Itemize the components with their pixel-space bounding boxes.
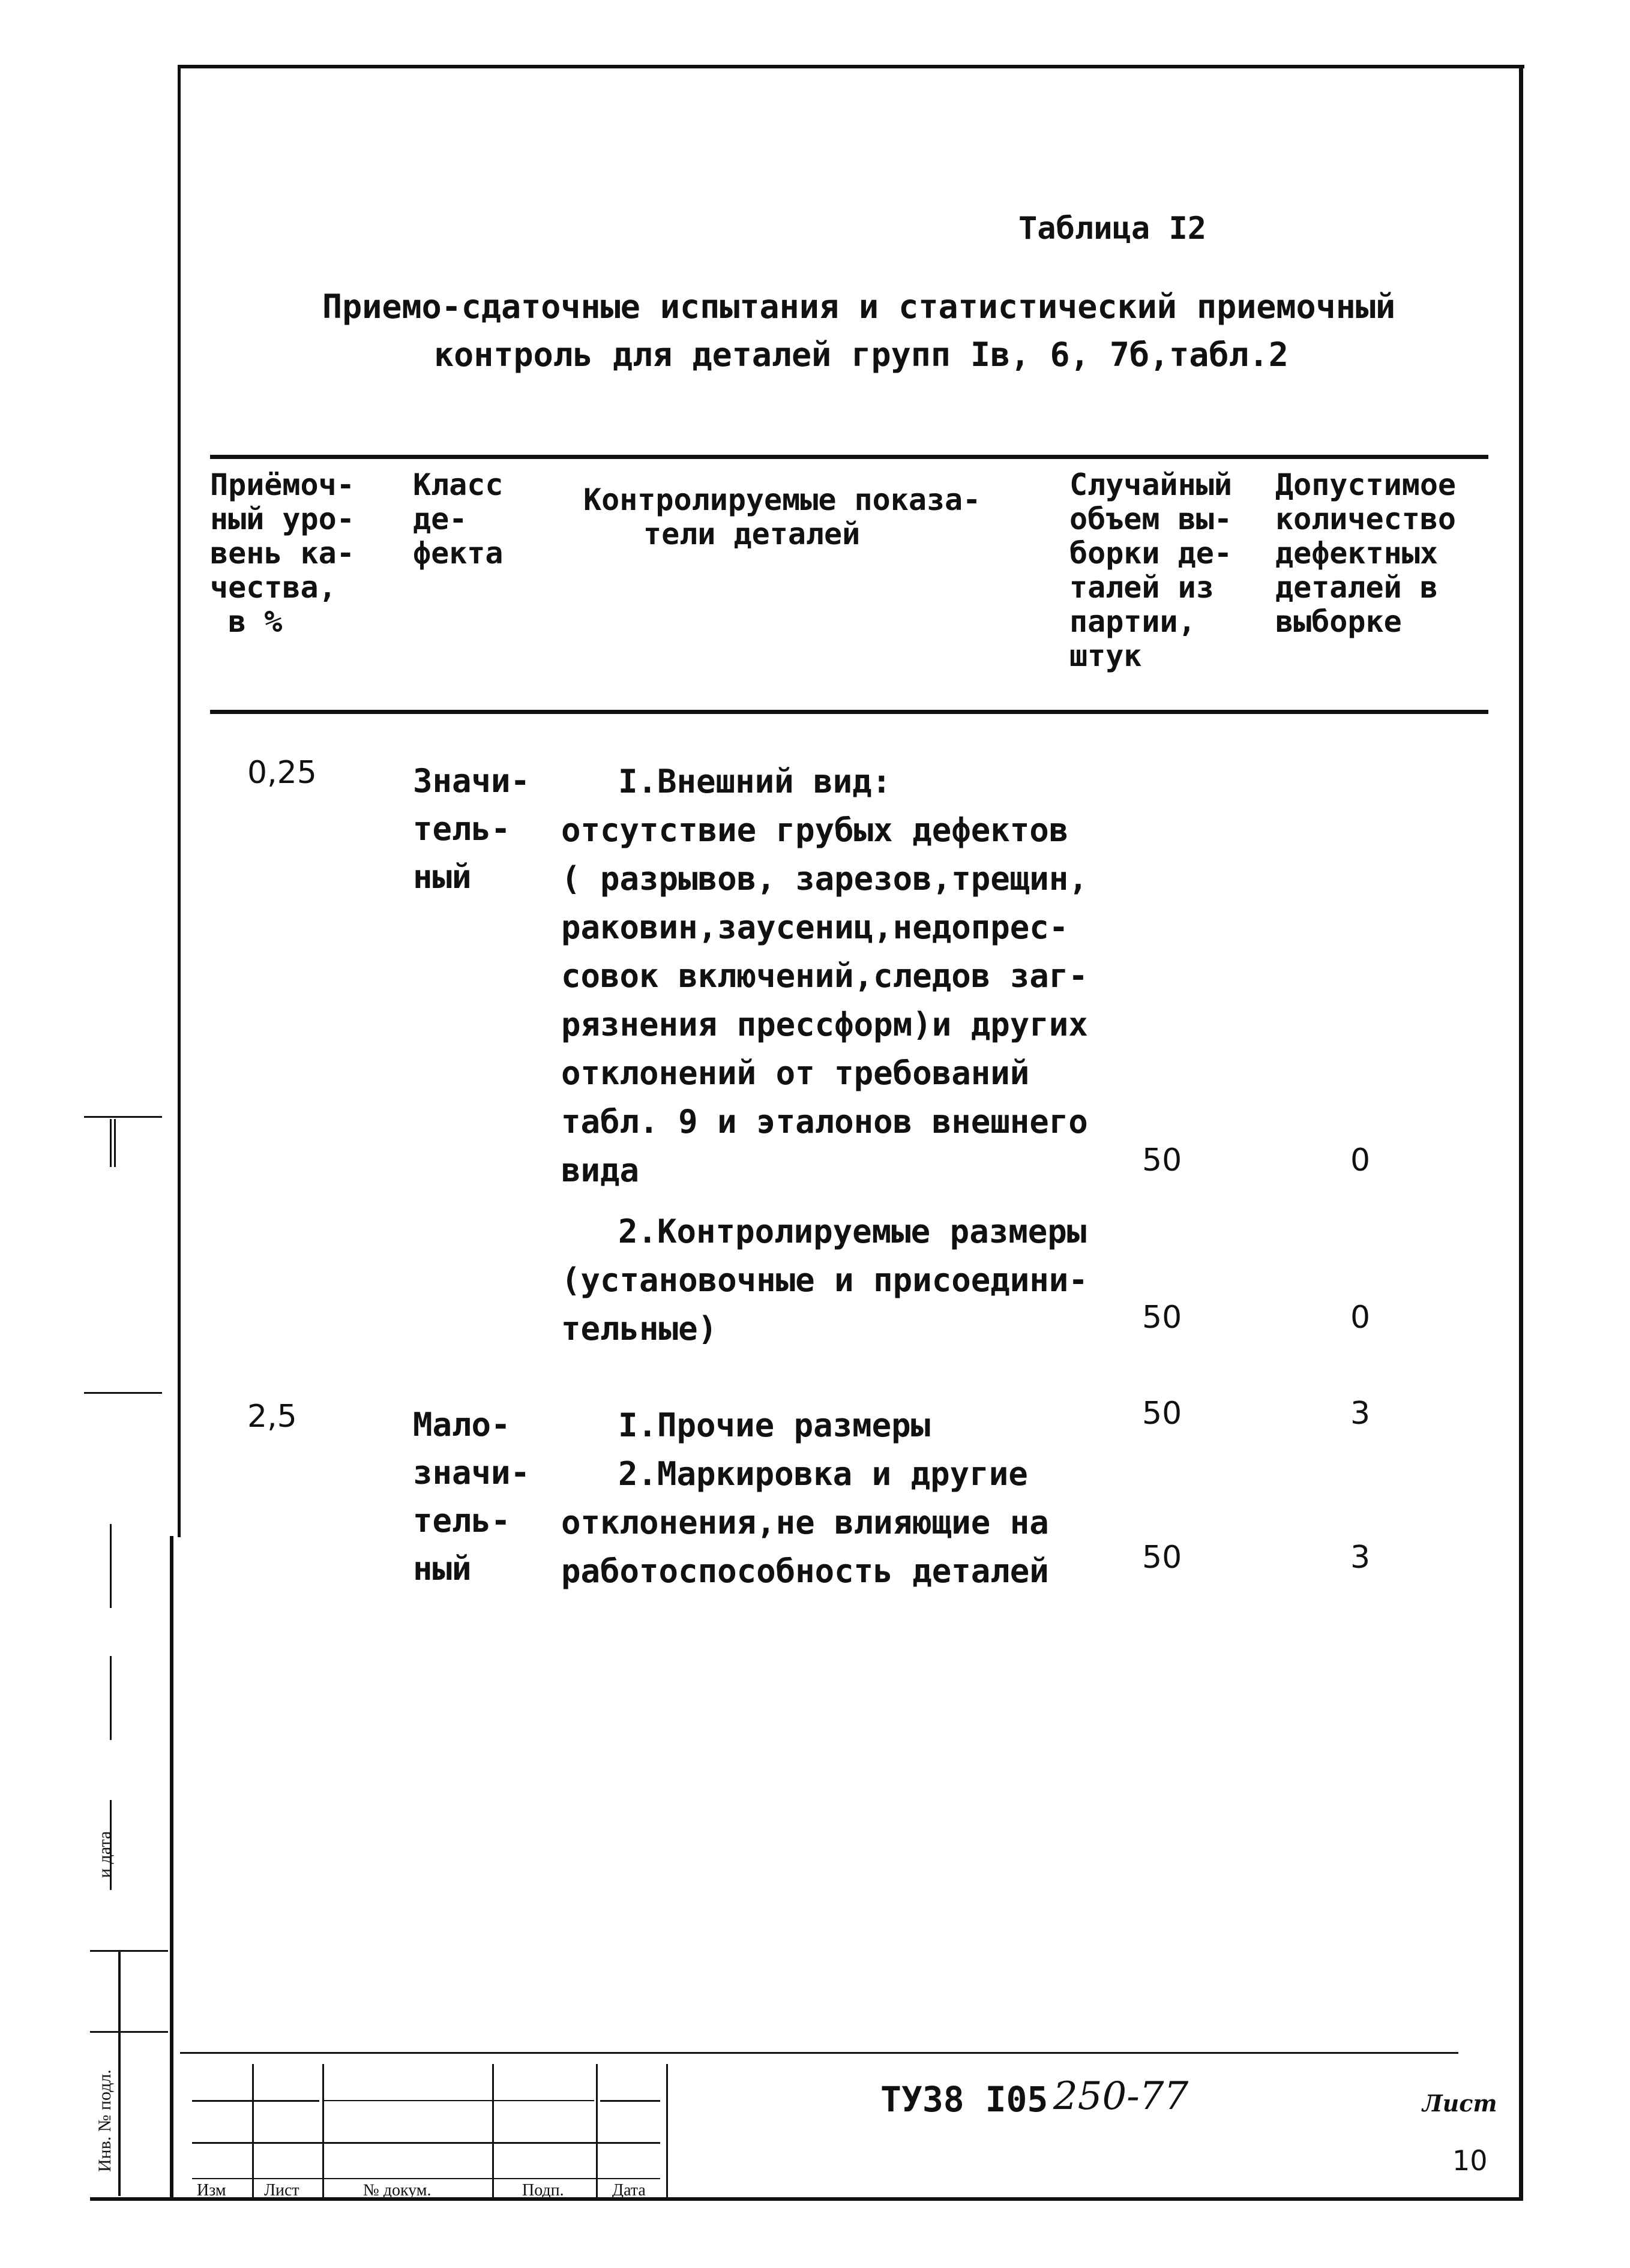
header-line: де- (413, 502, 468, 536)
header-top-rule (210, 455, 1488, 459)
quality-level-1: 0,25 (247, 755, 317, 791)
header-line: вень ка- (210, 536, 355, 571)
header-line: деталей в (1275, 570, 1438, 605)
sample-2-1: 50 (1142, 1396, 1182, 1432)
indicator-line: (установочные и присоедини- (561, 1261, 1088, 1299)
indicator-line: ( разрывов, зарезов,трещин, (561, 860, 1088, 898)
stamp-vline (492, 2064, 494, 2197)
stamp-top-rule (180, 2052, 1458, 2054)
indicator-line: тельные) (561, 1310, 718, 1348)
class-line: Значи- (413, 762, 531, 800)
indicator-2-1 (561, 1401, 930, 1450)
sample-1-1: 50 (1142, 1142, 1182, 1178)
col-header-quality (210, 468, 355, 639)
frame-left-upper (178, 67, 181, 1537)
margin-tick (114, 1119, 116, 1167)
indicator-line: совок включений,следов заг- (561, 957, 1088, 995)
col-header-allowed (1275, 468, 1456, 639)
indicator-line: отклонений от требований (561, 1054, 1030, 1092)
header-line: объем вы- (1069, 502, 1232, 536)
defect-class-1 (413, 757, 530, 901)
indicator-line: рязнения прессформ)и других (561, 1006, 1088, 1043)
doc-code-printed: ТУ38 I05 (880, 2079, 1048, 2120)
margin-label-date: и дата (95, 1831, 115, 1878)
class-line: ный (413, 1550, 472, 1588)
header-line: тели деталей (643, 517, 861, 551)
doc-code-handwritten: 250-77 (1053, 2074, 1189, 2119)
stamp-col-data: Дата (612, 2181, 646, 2200)
class-line: тель- (413, 810, 511, 848)
stamp-vline (596, 2064, 598, 2197)
indicator-line: вида (561, 1151, 640, 1189)
frame-bottom (90, 2197, 1523, 2201)
sample-2-2: 50 (1142, 1540, 1182, 1576)
col-header-sample (1069, 468, 1232, 673)
header-line: Контролируемые показа- (583, 482, 981, 517)
allowed-1-2: 0 (1350, 1300, 1371, 1336)
table-label: Таблица I2 (1018, 211, 1207, 247)
indicator-2-2 (561, 1450, 1049, 1595)
header-line: чества, (210, 570, 337, 605)
header-line: партии, (1069, 604, 1196, 639)
sheet-label: Лист (1422, 2090, 1497, 2117)
stamp-hline (192, 2178, 660, 2179)
header-line: выборке (1275, 604, 1402, 639)
header-line: фекта (413, 536, 504, 571)
indicator-line: 2.Маркировка и другие (618, 1455, 1028, 1493)
header-line: талей из (1069, 570, 1214, 605)
class-line: тель- (413, 1502, 511, 1540)
stamp-vline (252, 2064, 254, 2197)
margin-tick (84, 1392, 162, 1394)
quality-level-2: 2,5 (247, 1399, 297, 1435)
header-bottom-rule (210, 710, 1488, 714)
class-line: значи- (413, 1454, 531, 1492)
margin-label-inv: Инв. № подл. (95, 2069, 115, 2172)
title-line2: контроль для деталей групп Iв, 6, 7б,табл.2 (434, 335, 1289, 374)
stamp-col-list: Лист (264, 2181, 299, 2200)
margin-tick (110, 1119, 112, 1167)
stamp-col-izm: Изм (197, 2181, 226, 2200)
title-line1: Приемо-сдаточные испытания и статистический приемочный (322, 287, 1396, 326)
sample-1-2: 50 (1142, 1300, 1182, 1336)
stamp-vline (322, 2064, 324, 2197)
margin-tick (110, 1524, 112, 1608)
allowed-2-2: 3 (1350, 1540, 1371, 1576)
indicator-line: табл. 9 и эталонов внешнего (561, 1103, 1088, 1141)
col-header-class (413, 468, 504, 571)
indicator-1-1 (561, 757, 1088, 1195)
stamp-col-doc: № докум. (363, 2181, 432, 2200)
indicator-line: I.Внешний вид: (618, 763, 892, 800)
indicator-line: отклонения,не влияющие на (561, 1504, 1049, 1541)
header-line: дефектных (1275, 536, 1438, 571)
indicator-line: раковин,заусениц,недопрес- (561, 908, 1069, 946)
allowed-2-1: 3 (1350, 1396, 1371, 1432)
header-line: борки де- (1069, 536, 1232, 571)
stamp-col-podp: Подп. (522, 2181, 564, 2200)
margin-tick (84, 1116, 162, 1118)
frame-left-lower (170, 1536, 173, 2199)
margin-tick (110, 1656, 112, 1740)
indicator-line: I.Прочие размеры (618, 1406, 931, 1444)
indicator-line: 2.Контролируемые размеры (618, 1213, 1087, 1250)
allowed-1-1: 0 (1350, 1142, 1371, 1178)
indicator-1-2 (561, 1207, 1088, 1353)
stamp-hline (324, 2100, 594, 2101)
header-line: штук (1069, 638, 1142, 673)
margin-tick (90, 2031, 168, 2033)
header-line: в % (228, 604, 283, 639)
stamp-hline (192, 2100, 319, 2102)
header-line: количество (1275, 502, 1457, 536)
stamp-hline (600, 2100, 660, 2102)
class-line: ный (413, 858, 472, 896)
header-line: Случайный (1069, 467, 1232, 502)
frame-top (178, 65, 1524, 68)
class-line: Мало- (413, 1406, 511, 1444)
stamp-hline (192, 2142, 660, 2144)
margin-tick (90, 1950, 168, 1952)
col-header-indicators (583, 483, 981, 551)
defect-class-2 (413, 1401, 530, 1593)
indicator-line: отсутствие грубых дефектов (561, 811, 1069, 849)
header-line: Класс (413, 467, 504, 502)
sheet-number: 10 (1452, 2144, 1488, 2177)
stamp-vline (666, 2064, 668, 2197)
indicator-line: работоспособность деталей (561, 1552, 1049, 1590)
header-line: Допустимое (1275, 467, 1457, 502)
header-line: ный уро- (210, 502, 355, 536)
margin-tick (118, 1950, 121, 2196)
frame-right (1519, 67, 1523, 2197)
header-line: Приёмоч- (210, 467, 355, 502)
